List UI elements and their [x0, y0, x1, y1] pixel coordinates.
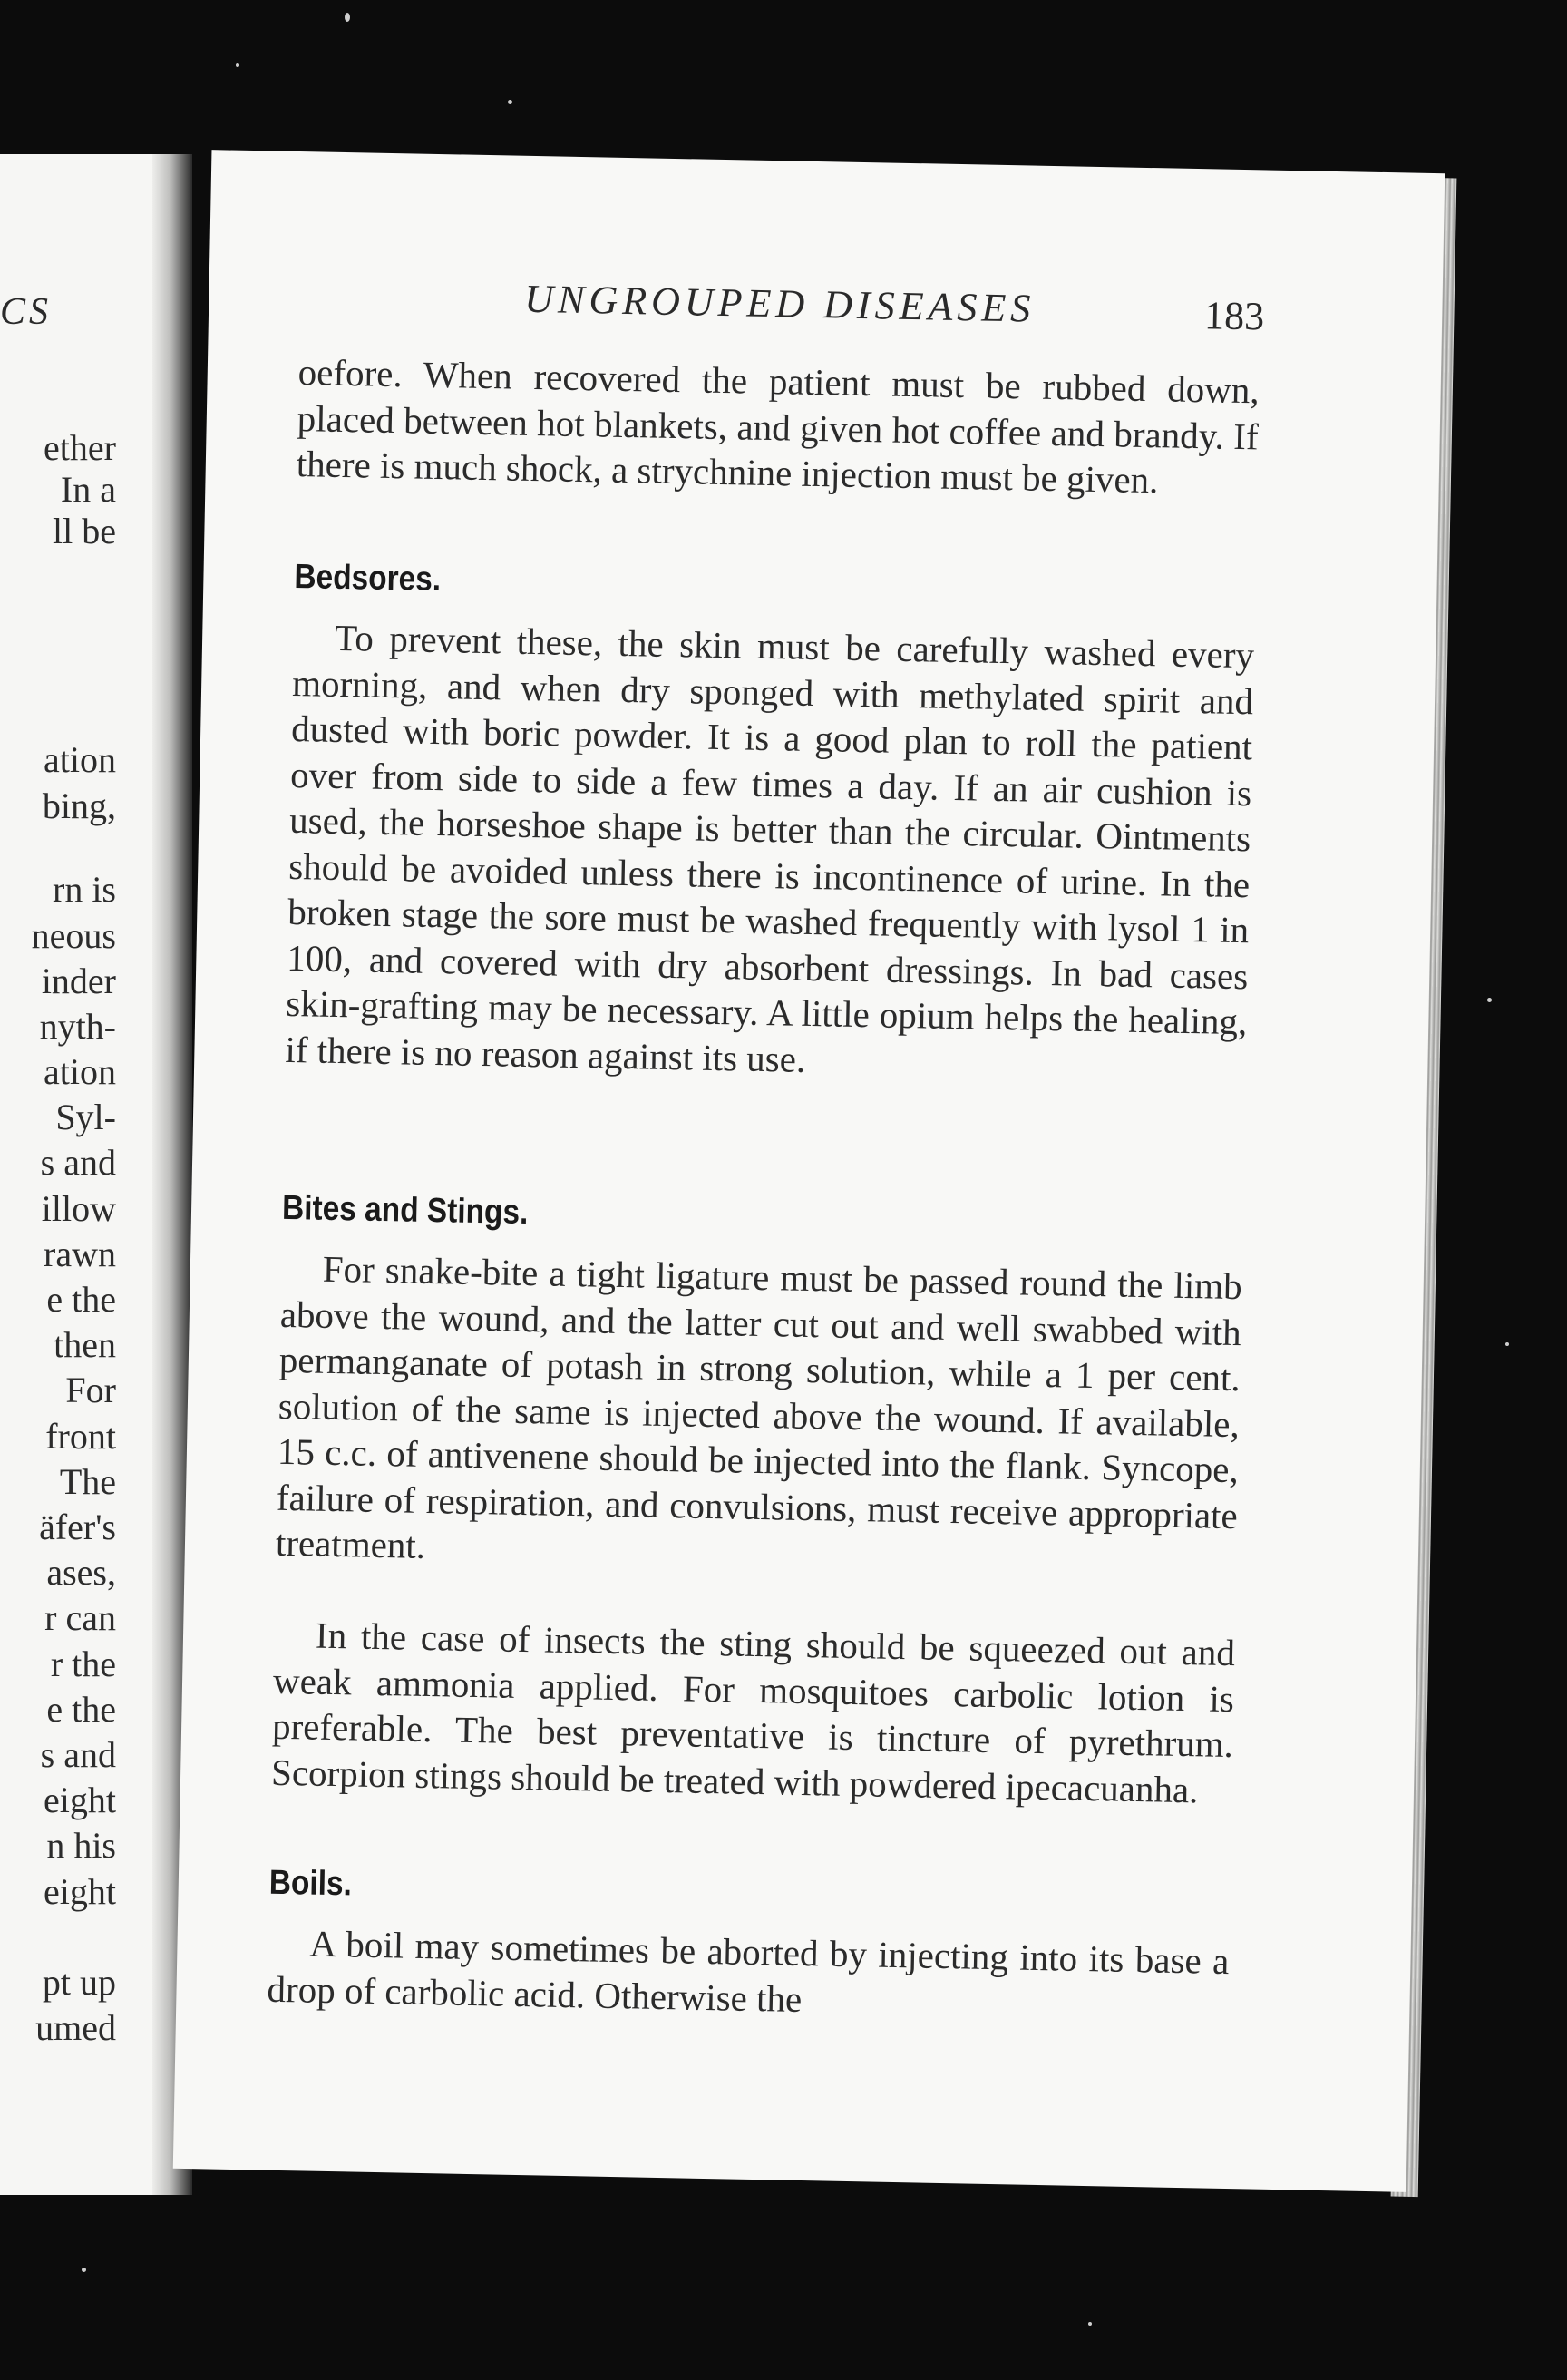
section-heading-boils: Boils.	[268, 1863, 353, 1904]
left-line: s and	[40, 1142, 116, 1183]
boils-paragraph: A boil may sometimes be aborted by injecting into its base a drop of carbolic acid. Otherwise the	[267, 1922, 1230, 2020]
left-line: nyth-	[39, 1006, 116, 1047]
book-page	[173, 150, 1445, 2192]
left-line: illow	[41, 1188, 116, 1229]
left-line: For	[65, 1370, 116, 1410]
left-line: rawn	[44, 1234, 116, 1274]
bites-paragraph: For snake-bite a tight ligature must be passed round the limb above the wound, and the latter cut out and well swabbed with permanganate of potash in strong solution, while a 1 per cent. solution of the same is injected above the wound. If available, 15 c.c. of antivenene should be injected into the flank. Syncope, failure of respiration, and convulsions, must receive appropriate treatment.	[275, 1247, 1243, 1566]
left-line: e the	[46, 1279, 116, 1320]
left-line: umed	[35, 2007, 116, 2048]
page-number: 183	[1203, 293, 1265, 339]
left-line: r the	[50, 1644, 116, 1684]
left-line: Syl-	[55, 1097, 116, 1137]
left-line: inder	[41, 961, 116, 1001]
stings-paragraph: In the case of insects the sting should be squeezed out and weak ammonia applied. For mosquitoes carbolic lotion is preferable. The best preventative is tincture of pyrethrum. Scorpion stings should be treated with powdered ipecacuanha.	[270, 1614, 1236, 1810]
section-heading-bites-and-stings: Bites and Stings.	[281, 1188, 529, 1233]
left-line: eight	[44, 1780, 116, 1820]
section-heading-bedsores: Bedsores.	[294, 557, 442, 600]
intro-paragraph: oefore. When recovered the patient must be rubbed down, placed between hot blankets, and given hot coffee and brandy. If there is much shock, a strychnine injection must be given.	[296, 351, 1260, 502]
left-running-head: CS	[0, 291, 53, 333]
left-line: s and	[40, 1734, 116, 1775]
left-line: rn is	[53, 869, 116, 910]
left-line: n his	[46, 1825, 116, 1866]
left-line: In a	[60, 469, 116, 510]
left-line: The	[59, 1461, 116, 1502]
left-line: neous	[31, 915, 116, 956]
left-line: r can	[44, 1597, 116, 1638]
left-line: ether	[44, 427, 116, 468]
left-line: äfer's	[39, 1507, 116, 1547]
running-head: UNGROUPED DISEASES	[523, 276, 1036, 331]
left-line: ation	[44, 1051, 116, 1092]
left-line: ases,	[46, 1552, 116, 1593]
left-line: ation	[44, 739, 116, 780]
left-line: bing,	[42, 785, 116, 826]
left-line: pt up	[42, 1962, 116, 2003]
left-line: eight	[44, 1871, 116, 1912]
left-line: e the	[46, 1689, 116, 1730]
left-line: then	[54, 1324, 116, 1365]
left-line: front	[45, 1416, 116, 1457]
bedsores-paragraph: To prevent these, the skin must be carefully washed every morning, and when dry sponged with methylated spirit and dusted with boric powder. It is a good plan to roll the patient over from side to side a few times a day. If an air cushion is used, the horseshoe shape is better than the circular. Ointments should be avoided unless there is incontinence of urine. In the broken stage the sore must be washed frequently with lysol 1 in 100, and covered with dry absorbent dressings. In bad cases skin-grafting may be necessary. A little opium helps the healing, if there is no reason against its use.	[285, 616, 1255, 1080]
left-line: ll be	[53, 511, 116, 551]
